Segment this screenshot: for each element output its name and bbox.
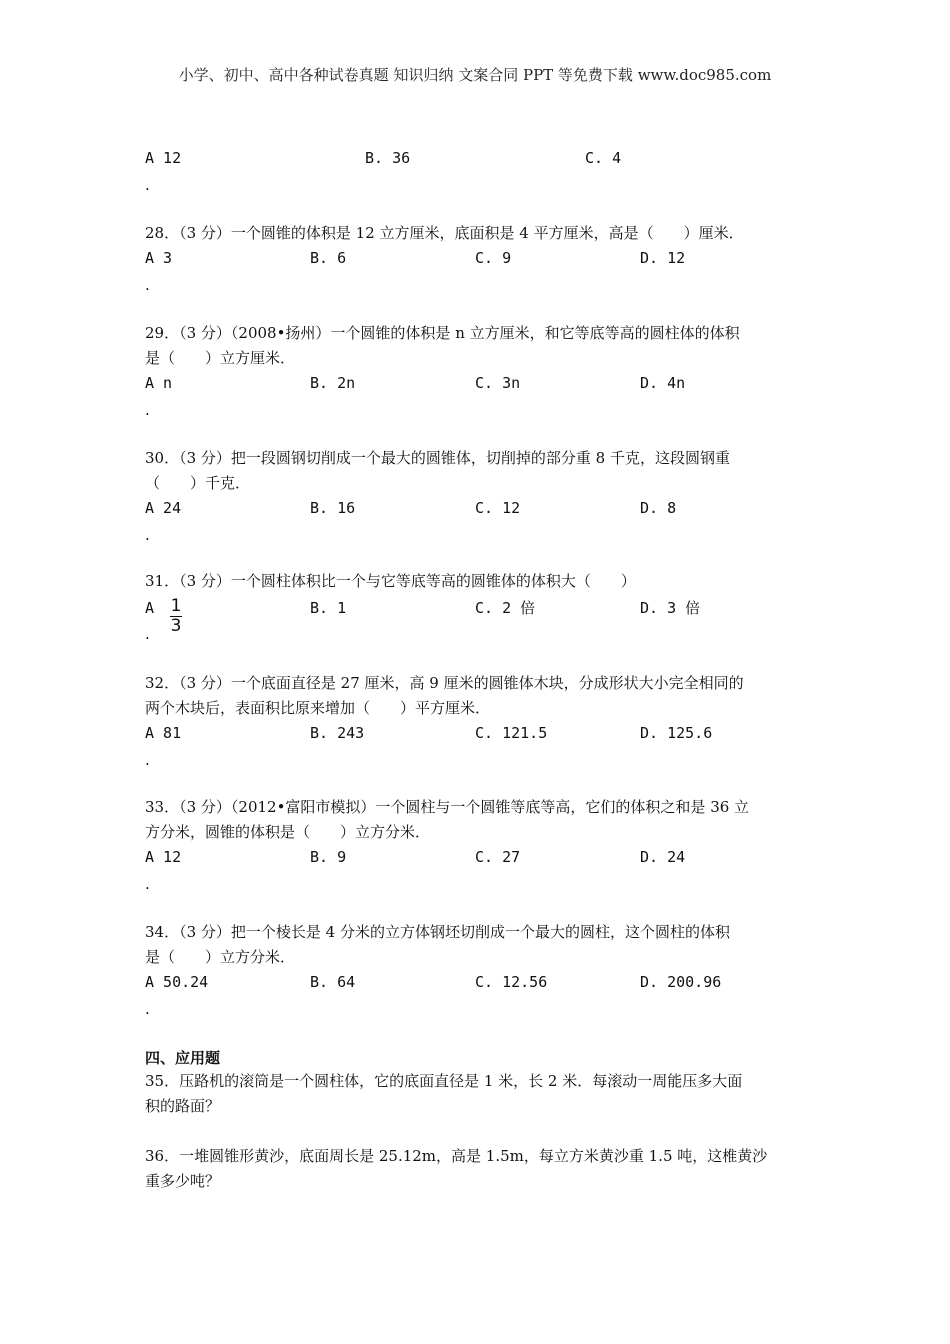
- option-d: D. 4n: [640, 374, 686, 392]
- option-b: B. 9: [310, 848, 347, 866]
- option-b: B. 1: [310, 599, 347, 617]
- option-c: C. 121.5: [475, 724, 548, 742]
- question-text-line2: 方分米，圆锥的体积是（ ）立方分米．: [145, 823, 431, 841]
- option-c: C. 9: [475, 249, 512, 267]
- option-dot: .: [145, 625, 150, 643]
- option-c: C. 27: [475, 848, 521, 866]
- option-b: B. 16: [310, 499, 356, 517]
- option-c: C. 12: [475, 499, 521, 517]
- option-a: A 3: [145, 249, 173, 267]
- section-title: 四、应用题: [145, 1049, 221, 1067]
- fraction-denominator: 3: [170, 616, 182, 636]
- page-header: 小学、初中、高中各种试卷真题 知识归纳 文案合同 PPT 等免费下载 www.doc985.com: [178, 66, 772, 84]
- fraction-numerator: 1: [170, 596, 182, 616]
- option-a-label: A: [145, 599, 155, 617]
- option-dot: .: [145, 276, 150, 294]
- option-dot: .: [145, 401, 150, 419]
- option-a: A n: [145, 374, 173, 392]
- option-a: A 24: [145, 499, 182, 517]
- question-text-line1: 34．（3 分）把一个棱长是 4 分米的立方体钢坯切削成一个最大的圆柱，这个圆柱的体积: [145, 923, 730, 941]
- option-c: C. 12.56: [475, 973, 548, 991]
- option-a: A 12: [145, 149, 182, 167]
- option-d: D. 8: [640, 499, 677, 517]
- option-c: C. 4: [585, 149, 622, 167]
- question-text-line2: 是（ ）立方分米．: [145, 948, 296, 966]
- option-a: A 12: [145, 848, 182, 866]
- question-text-line2: （ ）千克．: [145, 474, 251, 492]
- question-text-line2: 两个木块后，表面积比原来增加（ ）平方厘米．: [145, 699, 491, 717]
- option-dot: .: [145, 526, 150, 544]
- option-d: D. 24: [640, 848, 686, 866]
- question-text-line2: 是（ ）立方厘米．: [145, 349, 296, 367]
- option-d: D. 3 倍: [640, 599, 701, 617]
- question-text-line2: 积的路面？: [145, 1097, 221, 1115]
- question-text: 28．（3 分）一个圆锥的体积是 12 立方厘米，底面积是 4 平方厘米，高是（ ）厘米．: [145, 224, 744, 242]
- option-dot: .: [145, 875, 150, 893]
- question-text-line1: 36．一堆圆锥形黄沙，底面周长是 25.12m，高是 1.5m，每立方米黄沙重 1.5 吨，这椎黄沙: [145, 1147, 768, 1165]
- option-b: B. 64: [310, 973, 356, 991]
- option-d: D. 12: [640, 249, 686, 267]
- option-dot: .: [145, 1000, 150, 1018]
- option-dot: .: [145, 751, 150, 769]
- option-d: D. 125.6: [640, 724, 713, 742]
- question-text-line1: 29．（3 分）（2008•扬州）一个圆锥的体积是 n 立方厘米，和它等底等高的圆柱体的体积: [145, 324, 740, 342]
- option-b: B. 6: [310, 249, 347, 267]
- option-b: B. 2n: [310, 374, 356, 392]
- option-dot: .: [145, 176, 150, 194]
- option-c: C. 2 倍: [475, 599, 536, 617]
- question-text-line1: 32．（3 分）一个底面直径是 27 厘米，高 9 厘米的圆锥体木块，分成形状大小完全相同的: [145, 674, 744, 692]
- option-b: B. 36: [365, 149, 411, 167]
- option-b: B. 243: [310, 724, 365, 742]
- question-text-line1: 33．（3 分）（2012•富阳市模拟）一个圆柱与一个圆锥等底等高，它们的体积之和是 36 立: [145, 798, 750, 816]
- option-a-fraction: [170, 598, 182, 635]
- question-text-line1: 30．（3 分）把一段圆钢切削成一个最大的圆锥体，切削掉的部分重 8 千克，这段圆钢重: [145, 449, 730, 467]
- question-text-line1: 35．压路机的滚筒是一个圆柱体，它的底面直径是 1 米，长 2 米．每滚动一周能压多大面: [145, 1072, 743, 1090]
- option-a: A 81: [145, 724, 182, 742]
- question-text-line2: 重多少吨？: [145, 1172, 221, 1190]
- option-d: D. 200.96: [640, 973, 722, 991]
- option-c: C. 3n: [475, 374, 521, 392]
- option-a: A 50.24: [145, 973, 209, 991]
- question-text: 31．（3 分）一个圆柱体积比一个与它等底等高的圆锥体的体积大（ ）: [145, 572, 636, 590]
